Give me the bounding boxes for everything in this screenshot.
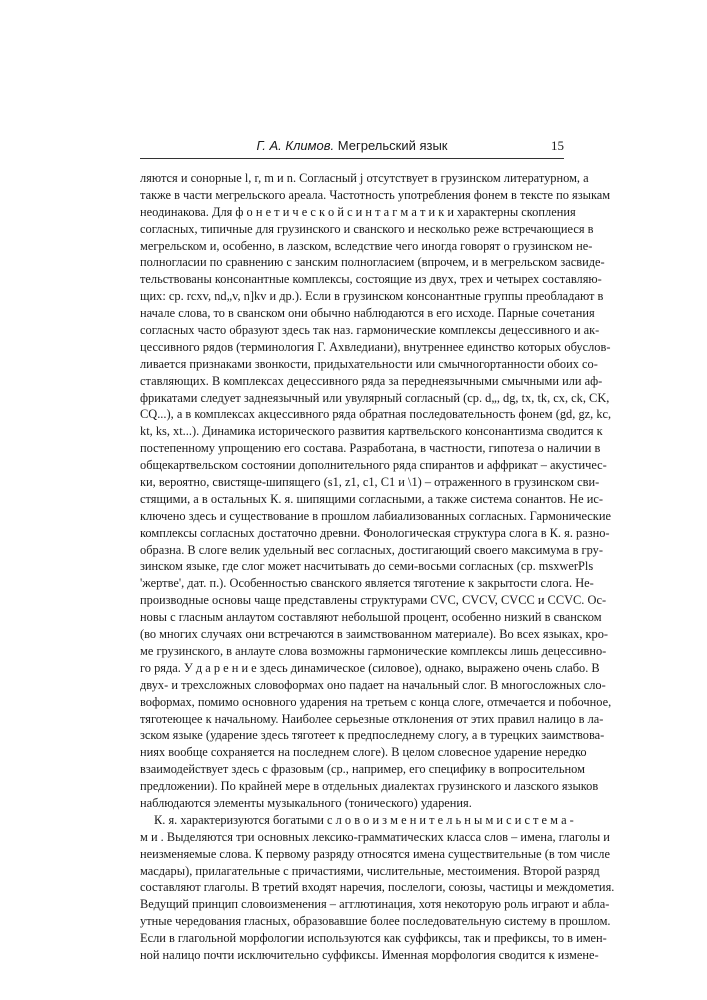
text-line: ниях вообще сохраняется на последнем слоге). В целом словесное ударение нередко	[140, 745, 587, 760]
author-name: Г. А. Климов.	[256, 138, 335, 153]
header-rule	[140, 158, 564, 159]
text-line: мегрельском и, особенно, в лазском, вследствие чего иногда говорят о грузинском не-	[140, 238, 593, 253]
text-line: ме грузинского, в анлауте слова возможны гармонические комплексы лишь децессивно-	[140, 643, 607, 658]
text-line: также в части мегрельского ареала. Частотность употребления фонем в тексте по языкам	[140, 187, 611, 202]
text-line: ки, вероятно, свистяще-шипящего (s1, z1, c1, C1 и \1) – отраженного в грузинском сви-	[140, 475, 600, 490]
text-line: предложении). По крайней мере в отдельных диалектах грузинского и лазского языков	[140, 779, 599, 794]
text-line: фрикатами следует заднеязычный или увулярный согласный (ср. d„, dg, tx, tk, cx, ck, CK,	[140, 390, 610, 405]
text-line: масдары), прилагательные с причастиями, числительные, местоимения. Второй разряд	[140, 863, 600, 878]
text-line: CQ...), а в комплексах акцессивного ряда обратная последовательность фонем (gd, gz, kc,	[140, 407, 612, 422]
text-line: неодинакова. Для ф о н е т и ч е с к о й с и н т а г м а т и к и характерны скопления	[140, 204, 576, 219]
text-line: тяготеющее к начальному. Наиболее серьезные отклонения от этих правил налицо в ла-	[140, 711, 604, 726]
text-line: утные чередования гласных, образовавшие более последовательную систему в прошлом.	[140, 914, 611, 929]
text-line: Если в глагольной морфологии используются как суффиксы, так и префиксы, то в имен-	[140, 931, 607, 946]
text-line: стящими, а в остальных К. я. шипящими согласными, а также система сонантов. Не ис-	[140, 491, 603, 506]
text-line: наблюдаются элементы музыкального (тонического) ударения.	[140, 795, 472, 810]
text-line: тельствованы консонантные комплексы, состоящие из двух, трех и четырех составляю-	[140, 272, 602, 287]
text-line: производные основы чаще представлены структурами CVC, CVCV, CVCC и CCVC. Ос-	[140, 593, 607, 608]
text-line: Ведущий принцип словоизменения – агглютинация, хотя некоторую роль играют и абла-	[140, 897, 610, 912]
book-title: Мегрельский язык	[337, 138, 448, 153]
page-number: 15	[551, 138, 564, 153]
running-header	[140, 136, 564, 156]
text-line: взаимодействует здесь с фразовым (ср., например, его специфику в вопросительном	[140, 762, 585, 777]
text-line: согласных часто образуют здесь так наз. гармонические комплексы децессивного и ак-	[140, 323, 600, 338]
text-line: неизменяемые слова. К первому разряду относятся имена существительные (в том числе	[140, 846, 610, 861]
text-line: ставляющих. В комплексах децессивного ряда за переднеязычными смычными или аф-	[140, 373, 603, 388]
text-line: ключено здесь и существование в прошлом лабиализованных согласных. Гармонические	[140, 508, 611, 523]
text-line: составляют глаголы. В третий входят наречия, послелоги, союзы, частицы и междометия.	[140, 880, 615, 895]
text-line: ливается признаками звонкости, придыхательности или смычногортанности обоих со-	[140, 356, 598, 371]
text-line: К. я. характеризуются богатыми с л о в о и з м е н и т е л ь н ы м и с и с т е м а -	[154, 812, 574, 827]
text-line: ной налицо почти исключительно суффиксы. Именная морфология сводится к измене-	[140, 947, 599, 962]
text-line: kt, ks, xt...). Динамика исторического развития картвельского консонантизма сводится к	[140, 424, 603, 439]
text-line: цессивного рядов (терминология Г. Ахвледиани), внутреннее единство которых обуслов-	[140, 339, 611, 354]
running-title	[140, 138, 564, 153]
text-line: м и . Выделяются три основных лексико-грамматических класса слов – имена, глаголы и	[140, 829, 610, 844]
text-line: 'жертве', дат. п.). Особенностью сванского является тяготение к закрытости слога. Не-	[140, 576, 594, 591]
text-line: воформах, помимо основного ударения на третьем с конца слоге, отмечается и побочное,	[140, 694, 612, 709]
text-line: го ряда. У д а р е н и е здесь динамическое (силовое), однако, выражено очень слабо. В	[140, 660, 600, 675]
text-line: согласных, типичные для грузинского и сванского и несколько реже встречающиеся в	[140, 221, 594, 236]
text-line: (во многих случаях они встречаются в заимствованном материале). Во всех языках, кро-	[140, 627, 609, 642]
text-line: ляются и сонорные l, r, m и n. Согласный j отсутствует в грузинском литературном, а	[140, 171, 589, 185]
text-line: комплексы согласных достаточно древни. Фонологическая структура слога в К. я. разно-	[140, 525, 610, 540]
text-line: постепенному упрощению его состава. Разработана, в частности, гипотеза о наличии в	[140, 441, 601, 456]
text-line: общекартвельском состоянии дополнительного ряда спирантов и аффрикат – акустичес-	[140, 458, 607, 473]
text-line: начале слова, то в сванском они обычно наблюдаются в его исходе. Парные сочетания	[140, 306, 595, 321]
text-line: щих: ср. rcxv, nd„v, n]kv и др.). Если в грузинском консонантные группы преобладают в	[140, 289, 604, 304]
body-text	[140, 170, 615, 964]
text-line: зском языке (ударение здесь тяготеет к предпоследнему слогу, а в турецких заимствова-	[140, 728, 605, 743]
text-line: полногласии по сравнению с занским полногласием (впрочем, и в мегрельском засвиде-	[140, 255, 605, 270]
text-line: зинском языке, где слог может насчитывать до семи-восьми согласных (ср. msxwerPls	[140, 559, 594, 574]
text-line: образна. В слоге велик удельный вес согласных, достигающий своего максимума в гру-	[140, 542, 603, 557]
text-line: двух- и трехсложных словоформах оно падает на начальный слог. В многосложных сло-	[140, 677, 606, 692]
text-line: новы с гласным анлаутом составляют небольшой процент, особенно низкий в сванском	[140, 610, 602, 625]
